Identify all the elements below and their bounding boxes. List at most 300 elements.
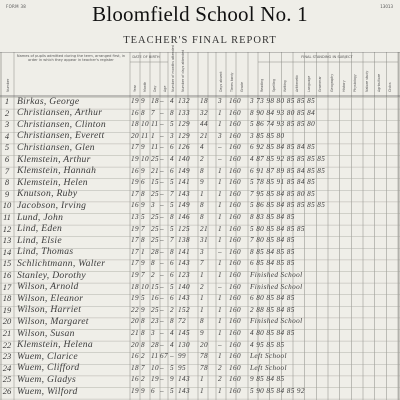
age-value: – [160,213,164,221]
final-standing: 4 95 85 85 [250,340,285,349]
row-number: 21 [2,328,12,338]
final-standing: 8 83 85 84 85 [250,213,295,221]
times-tardy: 3 [218,131,222,140]
birth-day: 8 [151,259,155,268]
form-code: 13013 [380,4,393,9]
days-absent: 1 [200,189,204,198]
months-attended: 3 [170,131,174,140]
age-value: – [160,375,164,384]
birth-year: 18 [131,120,139,129]
row-number: 8 [4,177,10,188]
birth-day: 28 [151,247,159,256]
days-attended: 149 [178,166,190,175]
age-value: – [160,247,164,256]
days-attended: 95 [178,363,186,372]
months-attended: 4 [170,97,174,105]
age-value: – [160,224,164,233]
days-attended: 149 [178,201,190,210]
birth-year: 19 [131,294,139,303]
pupil-name: Christiansen, Arthur [17,107,103,119]
final-standing: 6 91 87 89 85 84 85 85 [250,166,326,175]
months-attended: 5 [170,120,174,129]
age-value: – [160,387,164,395]
times-tardy: 1 [218,120,222,129]
final-standing: Finished School [250,317,303,326]
age-value: – [160,189,164,198]
birth-month: 7 [141,224,145,233]
birth-month: 2 [141,352,145,361]
days-attended: 143 [178,189,190,198]
age-value: – [160,340,164,349]
row-number: 26 [2,386,12,396]
times-tardy: 3 [218,97,222,105]
final-standing: Finished School [250,271,303,279]
final-standing: 8 85 84 85 85 [250,247,295,256]
row-number: 10 [2,200,12,211]
birth-year: 19 [131,97,139,105]
grade-value: 160 [229,271,241,279]
months-attended: 7 [170,189,174,198]
birth-day: 25 [151,189,159,198]
birth-year: 18 [131,282,139,291]
row-number: 15 [2,258,12,269]
birth-month: 9 [141,305,145,314]
pupil-name: Christiansen, Everett [17,130,105,142]
times-tardy: 2 [218,363,222,372]
row-number: 24 [2,362,12,373]
row-number: 18 [2,293,12,304]
row-number: 4 [4,130,10,141]
birth-year: 18 [131,363,139,372]
report-title: TEACHER'S FINAL REPORT [123,35,277,46]
months-attended: 5 [170,201,174,210]
grade-value: 160 [229,305,241,314]
birth-year: 19 [131,224,139,233]
birth-year: 16 [131,201,139,210]
months-attended: 8 [170,108,174,117]
birth-year: 13 [131,213,139,221]
birth-day: 23 [151,317,159,326]
grade-value: 160 [229,213,241,221]
birth-month: 10 [141,120,149,129]
row-number: 5 [4,142,10,153]
final-standing: 5 78 85 91 85 84 85 [250,178,316,187]
row-number: 6 [4,154,10,164]
final-standing: 7 95 85 84 85 80 85 [250,189,316,198]
times-tardy: 1 [218,108,222,117]
grade-value: 160 [229,259,241,268]
birth-month: 8 [141,340,145,349]
subject-header-reading: Reading [260,78,264,92]
days-absent: 32 [200,108,208,117]
grade-value: 160 [229,352,241,361]
birth-day: 1 [151,131,155,140]
days-attended: 125 [178,224,190,233]
birth-year: 17 [131,189,139,198]
final-standing: 6 92 85 84 85 84 85 [250,143,316,152]
days-absent: 21 [200,131,208,140]
age-value: 67 [160,352,168,361]
birth-month: 9 [141,201,145,210]
birth-day: 28 [151,340,159,349]
days-absent: 21 [200,224,208,233]
times-tardy: 1 [218,305,222,314]
times-tardy: 1 [218,224,222,233]
times-tardy: 1 [218,271,222,279]
birth-day: 3 [151,329,155,337]
report-table [0,45,400,400]
final-standing: Left School [250,352,287,361]
birth-year: 16 [131,375,139,384]
birth-day: 11 [151,143,159,152]
subject-header-grammar: Grammar [318,76,323,92]
vheader-3: Times tardy [230,72,234,92]
subject-header-agriculture: Agriculture [376,73,381,92]
days-absent: 2 [200,155,204,163]
year-header: Year [133,85,137,92]
months-attended: 6 [170,294,174,303]
age-value: – [160,108,164,117]
days-absent: 9 [200,329,204,337]
birth-month: 10 [141,282,149,291]
times-tardy: 1 [218,352,222,361]
vheader-0: Number of months attended [171,45,175,92]
birth-month: 8 [141,317,145,326]
age-value: – [160,120,164,129]
birth-month: 8 [141,236,145,245]
grade-value: 160 [229,294,241,303]
days-attended: 132 [178,97,190,105]
days-attended: 72 [178,317,186,326]
final-standing: 6 85 84 85 85 [250,259,295,268]
days-absent: 8 [200,201,204,210]
days-absent: 78 [200,352,208,361]
birth-day: 3 [151,201,155,210]
times-tardy: – [218,155,222,163]
days-absent: 1 [200,375,204,384]
age-value: – [160,317,164,326]
pupil-name: Wuem, Wilford [17,385,78,397]
subject-header-language: Language [306,75,311,92]
names-header: Names of pupils admitted during the term, arranged first, in order in which they appear in teacher's register [16,54,126,62]
pupil-name: Wilson, Harriet [17,304,82,316]
grade-value: 160 [229,166,241,175]
months-attended: 8 [170,247,174,256]
grade-value: 160 [229,189,241,198]
final-standing: 4 87 85 92 85 85 85 85 [250,155,326,163]
months-attended: 5 [170,387,174,395]
birth-month: 9 [141,166,145,175]
days-attended: 143 [178,387,190,395]
birth-day: 21 [151,166,159,175]
grade-value: 160 [229,340,241,349]
months-attended: – [170,352,174,361]
birth-year: 17 [131,143,139,152]
grade-value: 160 [229,178,241,187]
subject-header-arithmetic: Arithmetic [295,74,299,92]
grade-value: 160 [229,363,241,372]
pupil-name: Wuem, Clarice [17,350,78,362]
birth-year: 17 [131,259,139,268]
row-number: 1 [4,96,10,106]
months-attended: 8 [170,213,174,221]
days-attended: 141 [178,247,190,256]
birth-month: 11 [141,131,149,140]
times-tardy: – [218,282,222,291]
age-value: – [160,131,164,140]
times-tardy: – [218,340,222,349]
times-tardy: 1 [218,189,222,198]
birth-year: 19 [131,271,139,279]
grade-value: 160 [229,282,241,291]
birth-day: 25 [151,155,159,163]
age-value: – [160,282,164,291]
birth-day: 10 [151,363,159,372]
age-value: – [160,329,164,337]
birth-day: 25 [151,213,159,221]
form-number: FORM 38 [6,4,27,9]
age-value: – [160,155,164,163]
age-value: – [160,294,164,303]
days-attended: 99 [178,352,186,361]
months-attended: 8 [170,317,174,326]
days-attended: 133 [178,108,190,117]
grade-value: 160 [229,143,241,152]
birth-year: 19 [131,155,139,163]
vheader-2: Days absent [219,71,223,92]
final-standing-header: FINAL STANDING IN SUBJECT [301,55,353,59]
birth-day: 25 [151,224,159,233]
birth-day: 6 [151,387,155,395]
birth-day: 18 [151,97,159,105]
months-attended: 4 [170,329,174,337]
row-number: 25 [2,374,12,385]
row-number: 9 [4,188,10,199]
times-tardy: 1 [218,201,222,210]
number-header: Number [6,78,10,92]
days-attended: 140 [178,282,190,291]
birth-year: 16 [131,166,139,175]
grade-value: 160 [229,329,241,337]
months-attended: 5 [170,363,174,372]
grade-value: 160 [229,108,241,117]
birth-day: 2 [151,271,155,279]
birth-day: 16 [151,294,159,303]
birth-month: 7 [141,271,145,279]
pupil-name: Wilson, Margaret [17,315,89,327]
birth-year: 16 [131,352,139,361]
days-absent: 78 [200,363,208,372]
months-attended: 7 [170,236,174,245]
birth-month: 10 [141,155,149,163]
birth-month: 6 [141,178,145,187]
row-number: 20 [2,316,12,327]
subject-header-history: History [341,80,346,92]
pupil-name: Wuem, Gladys [17,373,77,385]
birth-month: 9 [141,259,145,268]
times-tardy: 1 [218,166,222,175]
pupil-name: Klemstein, Helena [17,339,93,351]
age-value: – [160,363,164,372]
age-value: – [160,166,164,175]
age-value: – [160,143,164,152]
times-tardy: 1 [218,213,222,221]
grade-value: 160 [229,317,241,326]
birth-day: 19 [151,375,159,384]
days-absent: 2 [200,282,204,291]
birth-day: 25 [151,305,159,314]
grade-value: 160 [229,120,241,129]
birth-day: 25 [151,236,159,245]
final-standing: 5 86 74 93 85 85 80 [250,120,316,129]
age-value: – [160,236,164,245]
final-standing: 5 80 85 84 85 85 [250,224,305,233]
final-standing: Left School [250,363,287,372]
days-attended: 143 [178,375,190,384]
days-attended: 129 [178,131,190,140]
birth-year: 16 [131,108,139,117]
days-absent: 31 [200,236,208,245]
row-number: 11 [3,212,11,222]
birth-year: 19 [131,178,139,187]
days-absent: 18 [200,97,208,105]
final-standing: Finished School [250,282,303,291]
birth-year: 22 [131,305,139,314]
grade-value: 160 [229,224,241,233]
times-tardy: 1 [218,387,222,395]
grade-value: 160 [229,131,241,140]
row-number: 17 [2,281,12,292]
pupil-name: Birkas, George [17,95,80,107]
row-number: 19 [2,304,12,315]
days-attended: 138 [178,236,190,245]
pupil-name: Christiansen, Glen [17,141,95,153]
months-attended: 9 [170,375,174,384]
days-absent: 3 [200,247,204,256]
months-attended: 5 [170,282,174,291]
birth-month: 9 [141,143,145,152]
final-standing: 7 80 85 84 85 [250,236,295,245]
row-number: 2 [4,107,10,118]
final-standing: 3 73 98 80 85 85 85 [250,97,316,105]
grade-value: 160 [229,387,241,395]
birth-day: 11 [151,352,159,361]
row-number: 14 [2,246,12,257]
final-standing: 4 80 85 84 85 [250,329,295,337]
pupil-name: Lind, Elsie [17,234,62,246]
age-value: – [160,97,164,105]
birth-month: 1 [141,247,145,256]
subject-header-geography: Geography [330,73,334,92]
subject-header-writing: Writing [283,80,288,92]
times-tardy: – [218,247,222,256]
school-title: Bloomfield School No. 1 [92,2,308,26]
days-absent: 44 [200,120,208,129]
row-number: 23 [2,351,12,362]
birth-month: 9 [141,97,145,105]
month-header: Month [143,81,147,92]
days-absent: 20 [200,340,208,349]
times-tardy: 1 [218,259,222,268]
final-standing: 2 88 85 84 85 [250,305,295,314]
pupil-name: Lind, Eden [17,223,63,235]
birth-year: 17 [131,247,139,256]
months-attended: 6 [170,259,174,268]
pupil-name: Knutson, Ruby [17,188,78,200]
subject-header-nature-study: Nature study [365,70,369,92]
days-absent: 9 [200,178,204,187]
birth-day: 11 [151,120,159,129]
birth-month: 8 [141,108,145,117]
times-tardy: – [218,143,222,152]
days-attended: 145 [178,329,190,337]
final-standing: 9 85 84 85 [250,375,285,384]
months-attended: 6 [170,166,174,175]
age-value: – [160,305,164,314]
pupil-name: Schlichtmann, Walter [17,257,106,269]
row-number: 22 [2,339,12,350]
grade-value: 160 [229,236,241,245]
days-attended: 129 [178,120,190,129]
pupil-name: Klemstein, Helen [17,176,88,188]
row-number: 3 [4,119,10,130]
birth-year: 17 [131,236,139,245]
pupil-name: Lund, John [17,211,64,223]
days-absent: 4 [200,143,204,152]
days-absent: 8 [200,213,204,221]
times-tardy: 1 [218,178,222,187]
days-attended: 141 [178,178,190,187]
pupil-name: Christiansen, Clinton [17,118,106,130]
final-standing: 5 86 85 84 85 85 85 85 [250,201,326,210]
months-attended: 6 [170,143,174,152]
birth-day: 7 [151,108,155,117]
birth-day: 15 [151,282,159,291]
days-attended: 152 [178,305,190,314]
days-absent: 8 [200,166,204,175]
days-absent: 1 [200,305,204,314]
months-attended: 4 [170,155,174,163]
age-value: – [160,178,164,187]
final-standing: 5 90 85 84 85 92 [250,387,305,395]
grade-value: 160 [229,375,241,384]
birth-year: 20 [131,317,139,326]
months-attended: 5 [170,178,174,187]
row-number: 12 [2,223,12,234]
birth-month: 2 [141,375,145,384]
final-standing: 3 85 85 80 [250,131,285,140]
times-tardy: 1 [218,236,222,245]
months-attended: 2 [170,305,174,314]
birth-month: 8 [141,189,145,198]
pupil-name: Wilson, Eleanor [17,292,84,304]
age-value: – [160,201,164,210]
days-attended: 146 [178,213,190,221]
birth-year: 19 [131,387,139,395]
days-absent: 1 [200,271,204,279]
row-number: 13 [2,235,12,246]
subject-header-spelling: Spelling [271,78,276,92]
months-attended: 4 [170,340,174,349]
day-header: Day [153,85,157,92]
grade-value: 160 [229,155,241,163]
days-absent: 7 [200,259,204,268]
vheader-1: Number of days attended [181,49,185,92]
subject-header-physiology: Physiology [353,74,358,92]
times-tardy: 1 [218,294,222,303]
grade-value: 160 [229,97,241,105]
days-attended: 143 [178,294,190,303]
